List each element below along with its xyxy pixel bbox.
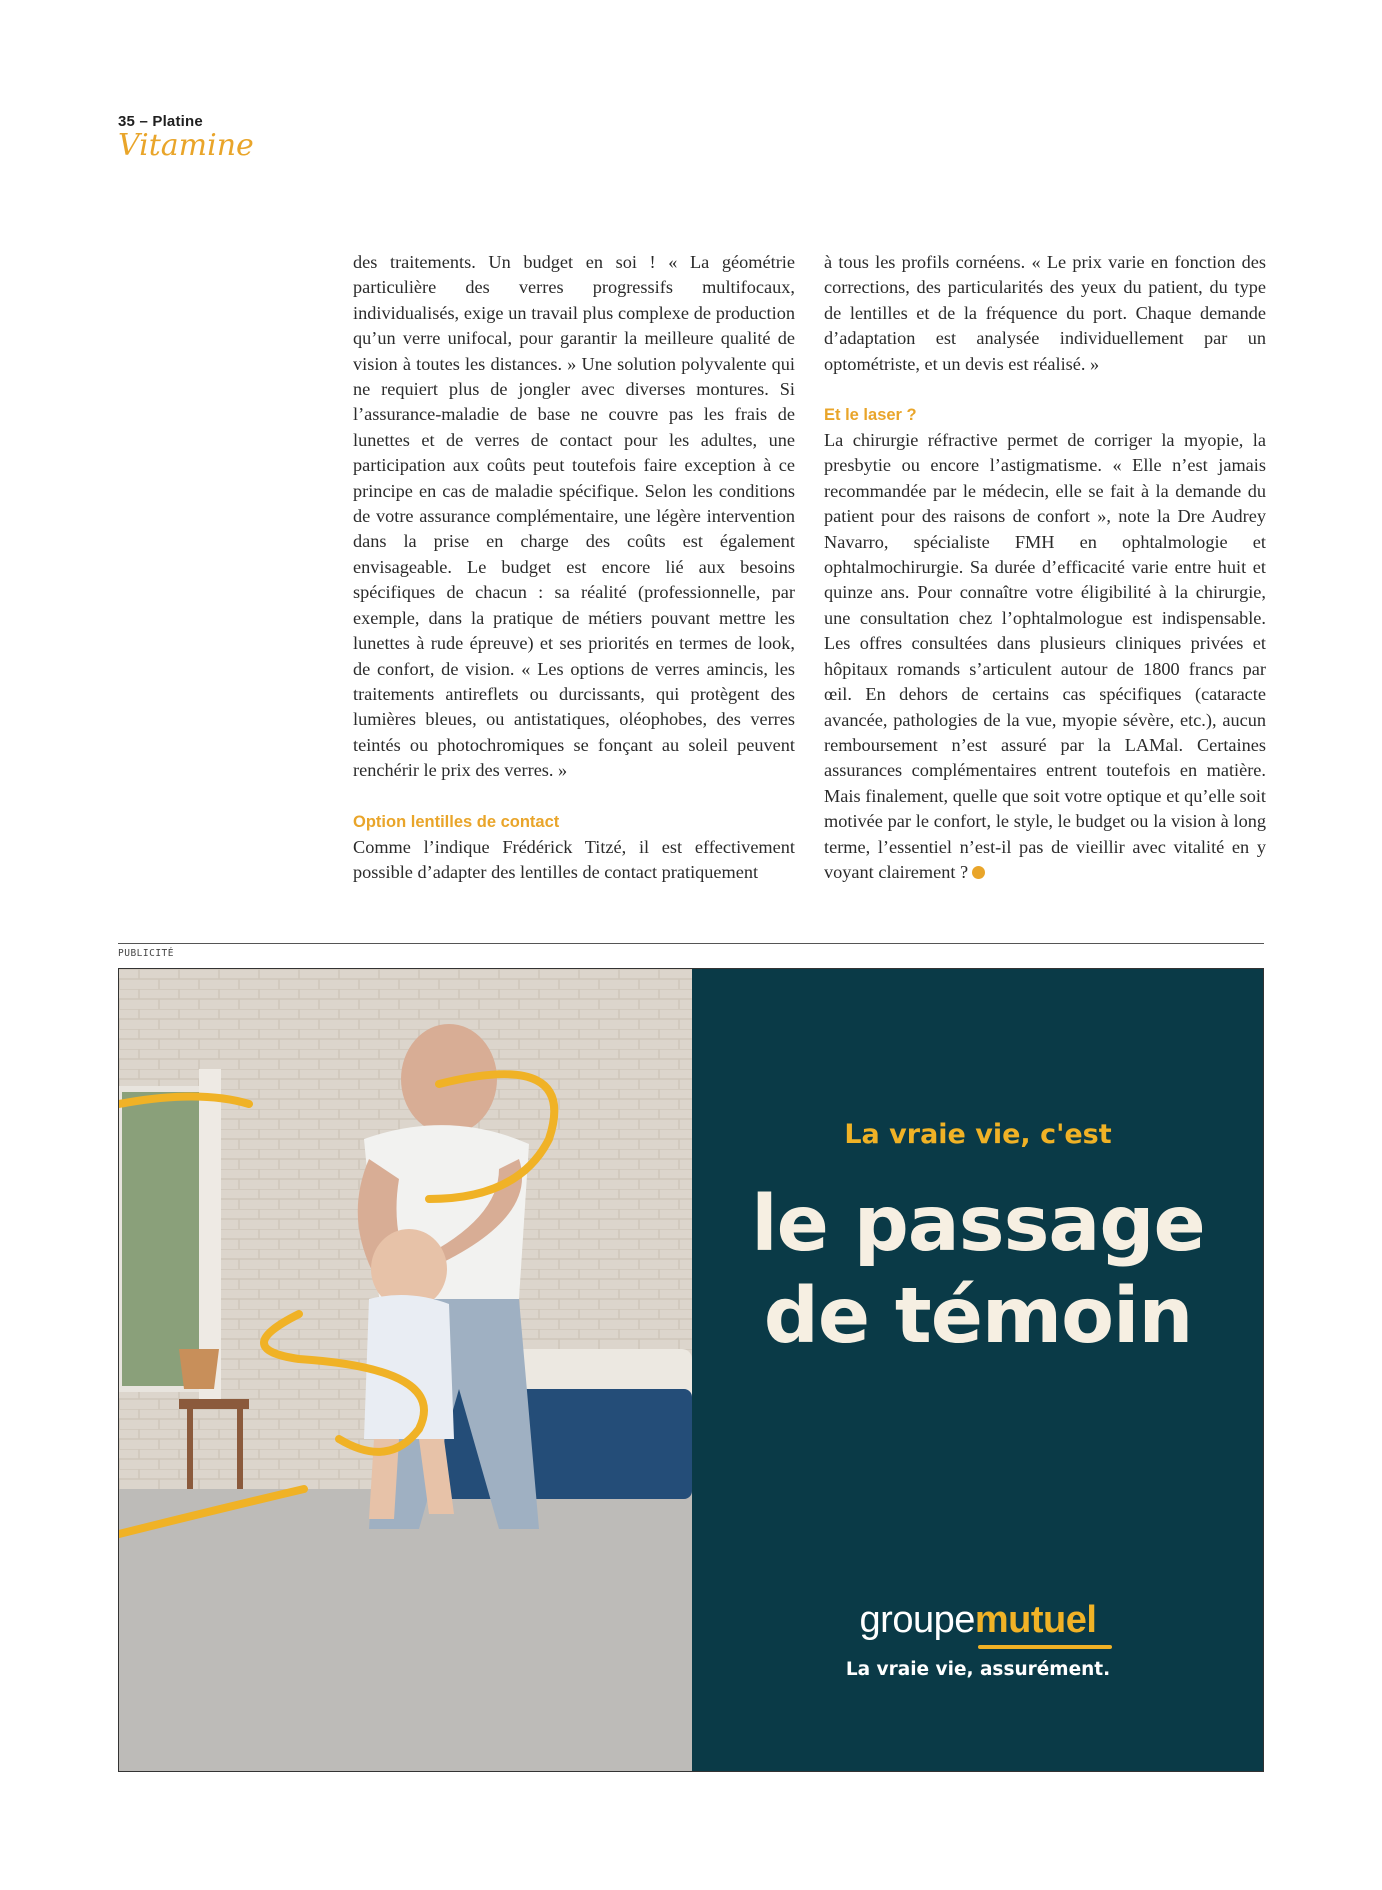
end-mark-dot-icon bbox=[972, 866, 985, 879]
subheading-lentilles: Option lentilles de contact bbox=[353, 812, 560, 831]
divider bbox=[118, 943, 1264, 944]
ad-photo-grandfather-baby bbox=[119, 969, 692, 1771]
ad-headline-line1: le passage bbox=[751, 1180, 1205, 1269]
groupe-mutuel-logo[interactable] bbox=[692, 1599, 1264, 1642]
page-header bbox=[118, 113, 254, 162]
advertisement-label: PUBLICITÉ bbox=[118, 948, 174, 959]
photo-illustration bbox=[119, 969, 692, 1771]
article-column-right bbox=[824, 250, 1266, 885]
logo-text-groupe: groupe bbox=[859, 1599, 975, 1641]
paragraph-text: La chirurgie réfractive permet de corriger la myopie, la presbytie ou encore l’astigmatisme. « Elle n’est jamais recommandée par le médecin, elle se fait à la demande du patient pour des raisons de confort », note la Dre Audrey Navarro, spécialiste FMH en ophtalmologie et ophtalmochirurgie. Sa durée d’efficacité varie entre huit et quinze ans. Pour connaître votre éligibilité à la chirurgie, une consultation chez l’ophtalmologue est indispensable. Les offres consultées dans plusieurs cliniques privées et hôpitaux romands s’articulent autour de 1800 francs par œil. En dehors de certains cas spécifiques (cataracte avancée, pathologies de la vue, myopie sévère, etc.), aucun remboursement n’est assuré par la LAMal. Certaines assurances complémentaires entrent toutefois en matière. Mais finalement, quelle que soit votre optique et qu’elle soit motivée par le confort, le style, le budget ou la vision à long terme, l’essentiel n’est-il pas de vieillir avec vitalité en y voyant clairement ? bbox=[824, 430, 1266, 882]
subheading-laser: Et le laser ? bbox=[824, 406, 917, 425]
paragraph: des traitements. Un budget en soi ! « La géométrie particulière des verres progressifs multifocaux, individualisés, exige un travail plus complexe de production qu’un verre unifocal, pour garantir la meilleure qualité de vision à toutes les distances. » Une solution polyvalente qui ne requiert plus de jongler avec diverses montures. Si l’assurance-maladie de base ne couvre pas les frais de lunettes et de verres de contact pour les adultes, une participation aux coûts peut toutefois faire exception à ce principe en cas de maladie spécifique. Selon les conditions de votre assurance complémentaire, une légère intervention dans la prise en charge des coûts est également envisageable. Le budget est encore lié aux besoins spécifiques de chacun : sa réalité (professionnelle, par exemple, dans la pratique de métiers pouvant mettre les lunettes à rude épreuve) et ses priorités en termes de look, de confort, de vision. « Les options de verres amincis, les traitements antireflets ou durcissants, qui protègent des lumières bleues, ou antistatiques, oléophobes, des verres teintés ou photochromiques se fonçant au soleil peuvent renchérir le prix des verres. » bbox=[353, 252, 795, 781]
logo-underline bbox=[978, 1645, 1112, 1649]
advertisement[interactable] bbox=[118, 968, 1264, 1772]
section-rubric: Vitamine bbox=[118, 128, 254, 163]
ad-text-panel bbox=[692, 969, 1264, 1771]
ad-slogan: La vraie vie, assurément. bbox=[845, 1659, 1111, 1680]
ad-tagline: La vraie vie, c'est bbox=[844, 1119, 1112, 1150]
logo-text-mutuel: mutuel bbox=[974, 1599, 1097, 1641]
ad-headline-line2: de témoin bbox=[763, 1272, 1193, 1361]
ad-headline bbox=[692, 1179, 1264, 1363]
paragraph-closing bbox=[824, 428, 1266, 885]
paragraph: Comme l’indique Frédérick Titzé, il est effectivement possible d’adapter des lentilles de contact pratiquement bbox=[353, 836, 795, 882]
page-folio: 35 – Platine bbox=[118, 113, 203, 130]
article-column-left bbox=[353, 250, 795, 885]
paragraph: à tous les profils cornéens. « Le prix varie en fonction des corrections, des particularités des yeux du patient, du type de lentilles et de la fréquence du port. Chaque demande d’adaptation est analysée individuellement par un optométriste, et un devis est réalisé. » bbox=[824, 252, 1266, 374]
